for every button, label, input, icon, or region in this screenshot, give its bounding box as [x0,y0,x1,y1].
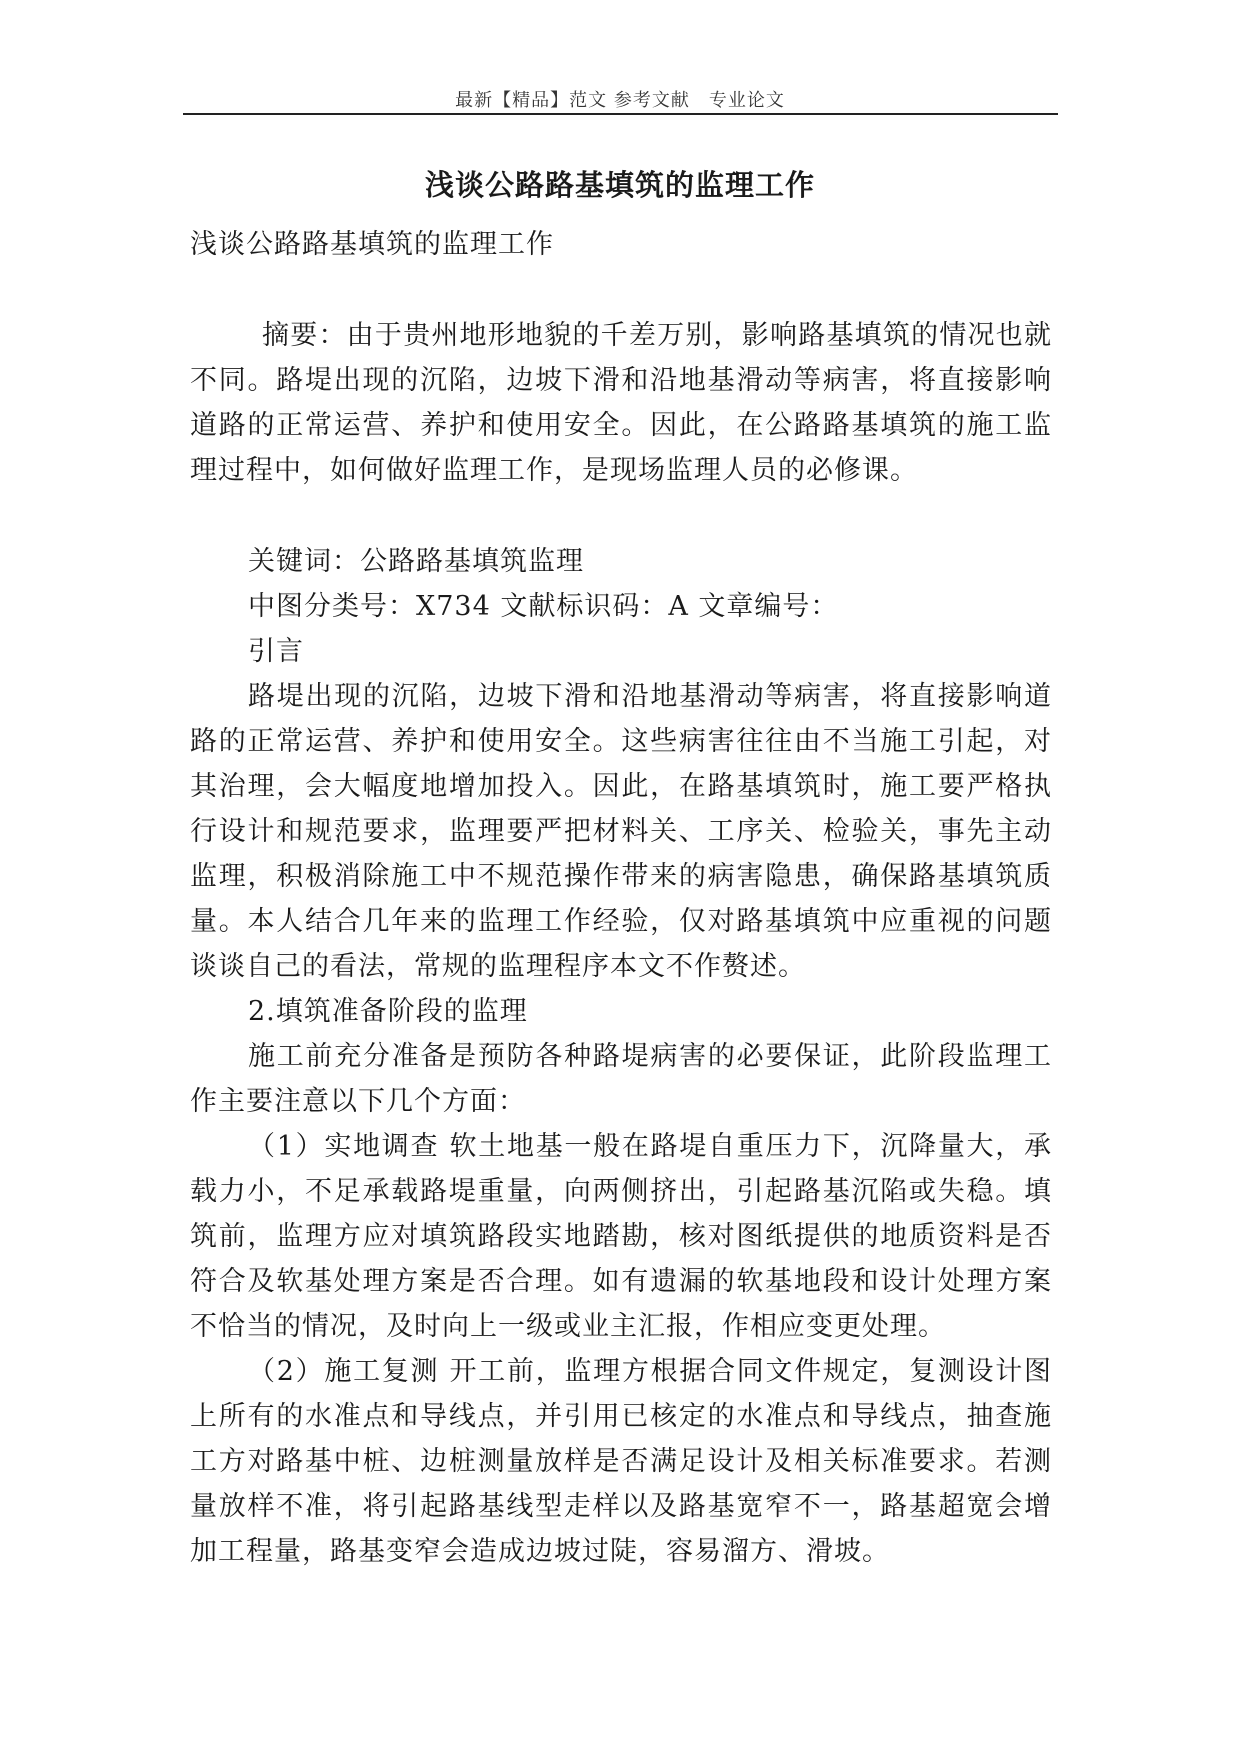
header-divider [183,113,1058,115]
document-subtitle: 浅谈公路路基填筑的监理工作 [190,229,554,260]
intro-heading: 引言 [248,636,304,667]
document-title: 浅谈公路路基填筑的监理工作 [424,168,815,202]
intro-paragraph: 路堤出现的沉陷，边坡下滑和沿地基滑动等病害，将直接影响道路的正常运营、养护和使用安全。这些病害往往由不当施工引起，对其治理，会大幅度地增加投入。因此，在路基填筑时，施工要严格执行设计和规范要求，监理要严把材料关、工序关、检验关，事先主动监理，积极消除施工中不规范操作带来的病害隐患，确保路基填筑质量。本人结合几年来的监理工作经验，仅对路基填筑中应重视的问题谈谈自己的看法，常规的监理程序本文不作赘述。 [190,681,1052,982]
page-header: 最新【精品】范文 参考文献 专业论文 [455,90,785,111]
section2-paragraph: 施工前充分准备是预防各种路堤病害的必要保证，此阶段监理工作主要注意以下几个方面： [190,1041,1052,1117]
classification-line: 中图分类号：X734 文献标识码：A 文章编号： [248,591,839,622]
item1-paragraph: （1）实地调查 软土地基一般在路堤自重压力下，沉降量大，承载力小，不足承载路堤重量，向两侧挤出，引起路基沉陷或失稳。填筑前，监理方应对填筑路段实地踏勘，核对图纸提供的地质资料是否符合及软基处理方案是否合理。如有遗漏的软基地段和设计处理方案不恰当的情况，及时向上一级或业主汇报，作相应变更处理。 [190,1131,1052,1342]
abstract-paragraph: 摘要：由于贵州地形地貌的千差万别，影响路基填筑的情况也就不同。路堤出现的沉陷，边坡下滑和沿地基滑动等病害，将直接影响道路的正常运营、养护和使用安全。因此，在公路路基填筑的施工监理过程中，如何做好监理工作，是现场监理人员的必修课。 [190,320,1052,486]
keywords-line: 关键词：公路路基填筑监理 [248,546,584,577]
document-body [190,222,1052,1574]
item2-paragraph: （2）施工复测 开工前，监理方根据合同文件规定，复测设计图上所有的水准点和导线点，并引用已核定的水准点和导线点，抽查施工方对路基中桩、边桩测量放样是否满足设计及相关标准要求。若测量放样不准，将引起路基线型走样以及路基宽窄不一，路基超宽会增加工程量，路基变窄会造成边坡过陡，容易溜方、滑坡。 [190,1356,1052,1567]
section2-heading: 2.填筑准备阶段的监理 [248,996,528,1027]
